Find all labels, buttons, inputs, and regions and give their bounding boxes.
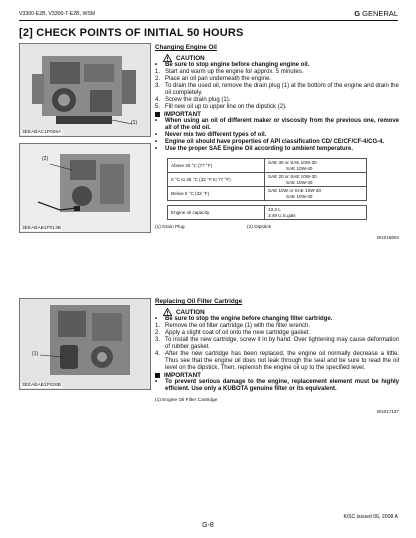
oil-capacity-table	[167, 205, 367, 220]
table-row: Engine oil capacity 13.2 L 3.49 U.S.gals	[168, 206, 367, 220]
document-id: V3300-E2B, V3300-T-E2B, WSM	[19, 11, 96, 17]
figure-callout: (2)	[42, 156, 49, 162]
step-item: 3. To drain the used oil, remove the drain plug (1) at the bottom of the engine and drain the oil completely.	[155, 83, 399, 96]
caution-item: • Be sure to stop engine before changing engine oil.	[155, 62, 310, 68]
engine-figure-drain	[19, 43, 151, 137]
section-header	[354, 9, 398, 18]
figure-callout: (1)	[131, 120, 138, 126]
table-row: Above 25 °C (77 °F) SAE 30 or SAE 10W-30 SAE 10W-40	[168, 159, 367, 173]
header-rule	[19, 20, 398, 21]
square-bullet-icon	[155, 373, 160, 378]
step-item: 2. Place an oil pan underneath the engine.	[155, 76, 272, 82]
step-item: 4. After the new cartridge has been replaced, the engine oil normally decrease a little. Thus see that the engine oil does not leak through the seal and be sure to read the oil level on the dipstick. Then, replenish the engine oil up to the specified level.	[155, 351, 399, 371]
step-item: 1. Start and warm up the engine for approx. 5 minutes.	[155, 69, 304, 75]
important-item: • When using an oil of different maker or viscosity from the previous one, remove all of the old oil.	[155, 118, 399, 131]
important-item: • To prevent serious damage to the engine, replacement element must be highly efficient. Use only a KUBOTA genuine filter or its equivalent.	[155, 379, 399, 392]
step-item: 4. Screw the drain plug (1).	[155, 97, 231, 103]
oil-filter-figure	[19, 298, 151, 390]
step-item: 5. Fill new oil up to upper line on the dipstick (2).	[155, 104, 287, 110]
engine-illustration-2	[20, 144, 150, 232]
warning-triangle-icon	[163, 308, 172, 316]
caution-heading	[155, 308, 399, 316]
warning-triangle-icon	[163, 54, 172, 62]
important-item: • Use the proper SAE Engine Oil according to ambient temperature.	[155, 146, 354, 152]
section-letter: G	[354, 9, 361, 18]
figure-caption: 3EEABAB1P013B	[22, 226, 61, 231]
important-item: • Never mix two different types of oil.	[155, 132, 267, 138]
figure-legend: (1) Drain Plug (2) Dipstick	[155, 225, 271, 230]
step-item: 1. Remove the oil filter cartridge (1) with the filter wrench.	[155, 323, 311, 329]
figure-legend: (1) Engine Oil Filter Cartridge	[155, 398, 218, 403]
figure-caption: 3EEABAC1P006A	[22, 130, 62, 135]
square-bullet-icon	[155, 112, 160, 117]
step-item: 3. To install the new cartridge, screw it in by hand. Over tightening may cause deformation of rubber gasket.	[155, 337, 399, 350]
figure-caption: 3EEABAB1P026B	[22, 383, 61, 388]
caution-label: CAUTION	[176, 54, 205, 62]
page-number: G-8	[202, 522, 214, 529]
caution-heading	[155, 54, 399, 62]
engine-illustration-3	[20, 299, 150, 389]
table-row: Below 0 °C (32 °F) SAE 10W or SAE 10W-30 SAE 10W-40	[168, 187, 367, 201]
issue-note: KiSC issued 06, 2008 A	[343, 514, 398, 520]
figure-callout: (1)	[32, 351, 39, 357]
section-title: [2] CHECK POINTS OF INITIAL 50 HOURS	[19, 27, 244, 39]
step-item: 2. Apply a slight coat of oil onto the new cartridge gasket.	[155, 330, 311, 336]
important-item: • Engine oil should have properties of API classification CD/ CE/CF/CF-4/CG-4.	[155, 139, 385, 145]
oil-filter-heading: Replacing Oil Filter Cartridge	[155, 298, 243, 305]
caution-item: • Be sure to stop the engine before changing filter cartridge.	[155, 316, 333, 322]
oil-filter-section	[155, 298, 399, 415]
important-heading: IMPORTANT	[155, 372, 399, 379]
engine-oil-heading: Changing Engine Oil	[155, 44, 217, 51]
dipstick-figure	[19, 143, 151, 233]
section-name: GENERAL	[362, 9, 398, 18]
reference-code: W1016604	[376, 235, 399, 240]
caution-label: CAUTION	[176, 308, 205, 316]
reference-code: W1017137	[376, 409, 399, 414]
oil-viscosity-table	[167, 158, 367, 201]
engine-oil-section	[155, 44, 399, 241]
important-heading: IMPORTANT	[155, 111, 399, 118]
table-row: 0 °C to 25 °C (32 °F to 77 °F) SAE 20 or SAE 10W-30 SAE 10W-40	[168, 173, 367, 187]
